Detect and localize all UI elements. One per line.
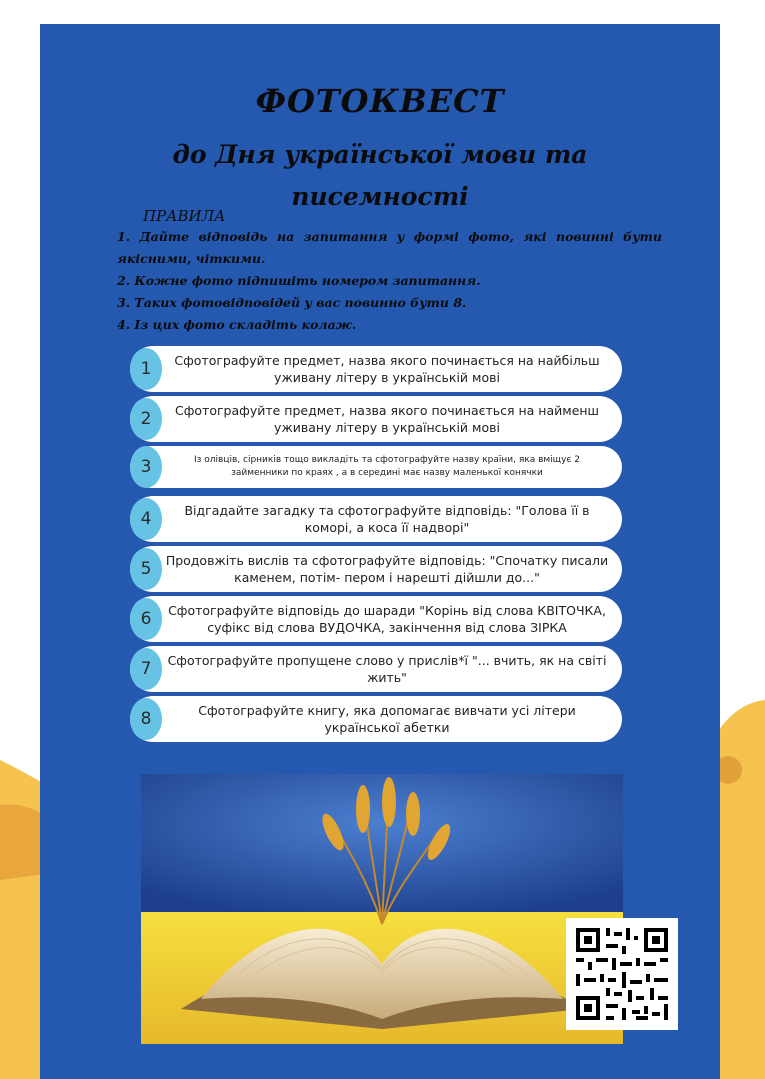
question-card-2 xyxy=(130,396,622,442)
question-card-3 xyxy=(130,446,622,488)
question-number-badge: 2 xyxy=(130,398,162,440)
book-wheat-illustration xyxy=(141,774,623,1044)
question-card-5 xyxy=(130,546,622,592)
question-number-badge: 5 xyxy=(130,548,162,590)
question-text: Сфотографуйте пропущене слово у прислів*ї "... вчить, як на світі жить" xyxy=(167,653,607,685)
rules-heading: ПРАВИЛА xyxy=(143,207,226,225)
question-number-badge: 4 xyxy=(130,498,162,540)
question-card-1 xyxy=(130,346,622,392)
question-text: Сфотографуйте предмет, назва якого починається на найбільш уживану літеру в українській мові xyxy=(174,353,600,385)
question-text: Сфотографуйте предмет, назва якого починається на найменш уживану літеру в українській мові xyxy=(174,403,599,435)
question-text: Сфотографуйте книгу, яка допомагає вивчати усі літери української абетки xyxy=(198,703,576,735)
page-subtitle: до Дня української мови та писемності xyxy=(172,140,588,211)
qr-code-image xyxy=(566,918,678,1030)
question-card-7 xyxy=(130,646,622,692)
rule-item: 3. Таких фотовідповідей у вас повинно бути 8. xyxy=(117,295,467,310)
rules-list xyxy=(117,226,662,336)
page-title: ФОТОКВЕСТ xyxy=(255,82,505,120)
rule-item: 1. Дайте відповідь на запитання у формі фото, які повинні бути якісними, чіткими. xyxy=(117,229,662,266)
question-text: Із олівців, сірників тощо викладіть та сфотографуйте назву країни, яка вміщує 2 займенники по краях , а в середині має назву маленької конячки xyxy=(193,455,581,478)
question-number-badge: 7 xyxy=(130,648,162,690)
question-card-8 xyxy=(130,696,622,742)
question-card-6 xyxy=(130,596,622,642)
question-number-badge: 6 xyxy=(130,598,162,640)
question-card-4 xyxy=(130,496,622,542)
question-number-badge: 3 xyxy=(130,446,162,488)
question-text: Сфотографуйте відповідь до шаради "Корінь від слова КВІТОЧКА, суфікс від слова ВУДОЧКА, закінчення від слова ЗІРКА xyxy=(168,603,606,635)
rule-item: 2. Кожне фото підпишіть номером запитання. xyxy=(117,273,481,288)
poster xyxy=(40,24,720,1079)
question-number-badge: 8 xyxy=(130,698,162,740)
question-text: Продовжіть вислів та сфотографуйте відповідь: "Спочатку писали каменем, потім- пером і нарешті дійшли до..." xyxy=(165,553,609,585)
rule-item: 4. Із цих фото складіть колаж. xyxy=(117,317,357,332)
question-text: Відгадайте загадку та сфотографуйте відповідь: "Голова її в коморі, а коса її надворі" xyxy=(184,503,590,535)
question-number-badge: 1 xyxy=(130,348,162,390)
